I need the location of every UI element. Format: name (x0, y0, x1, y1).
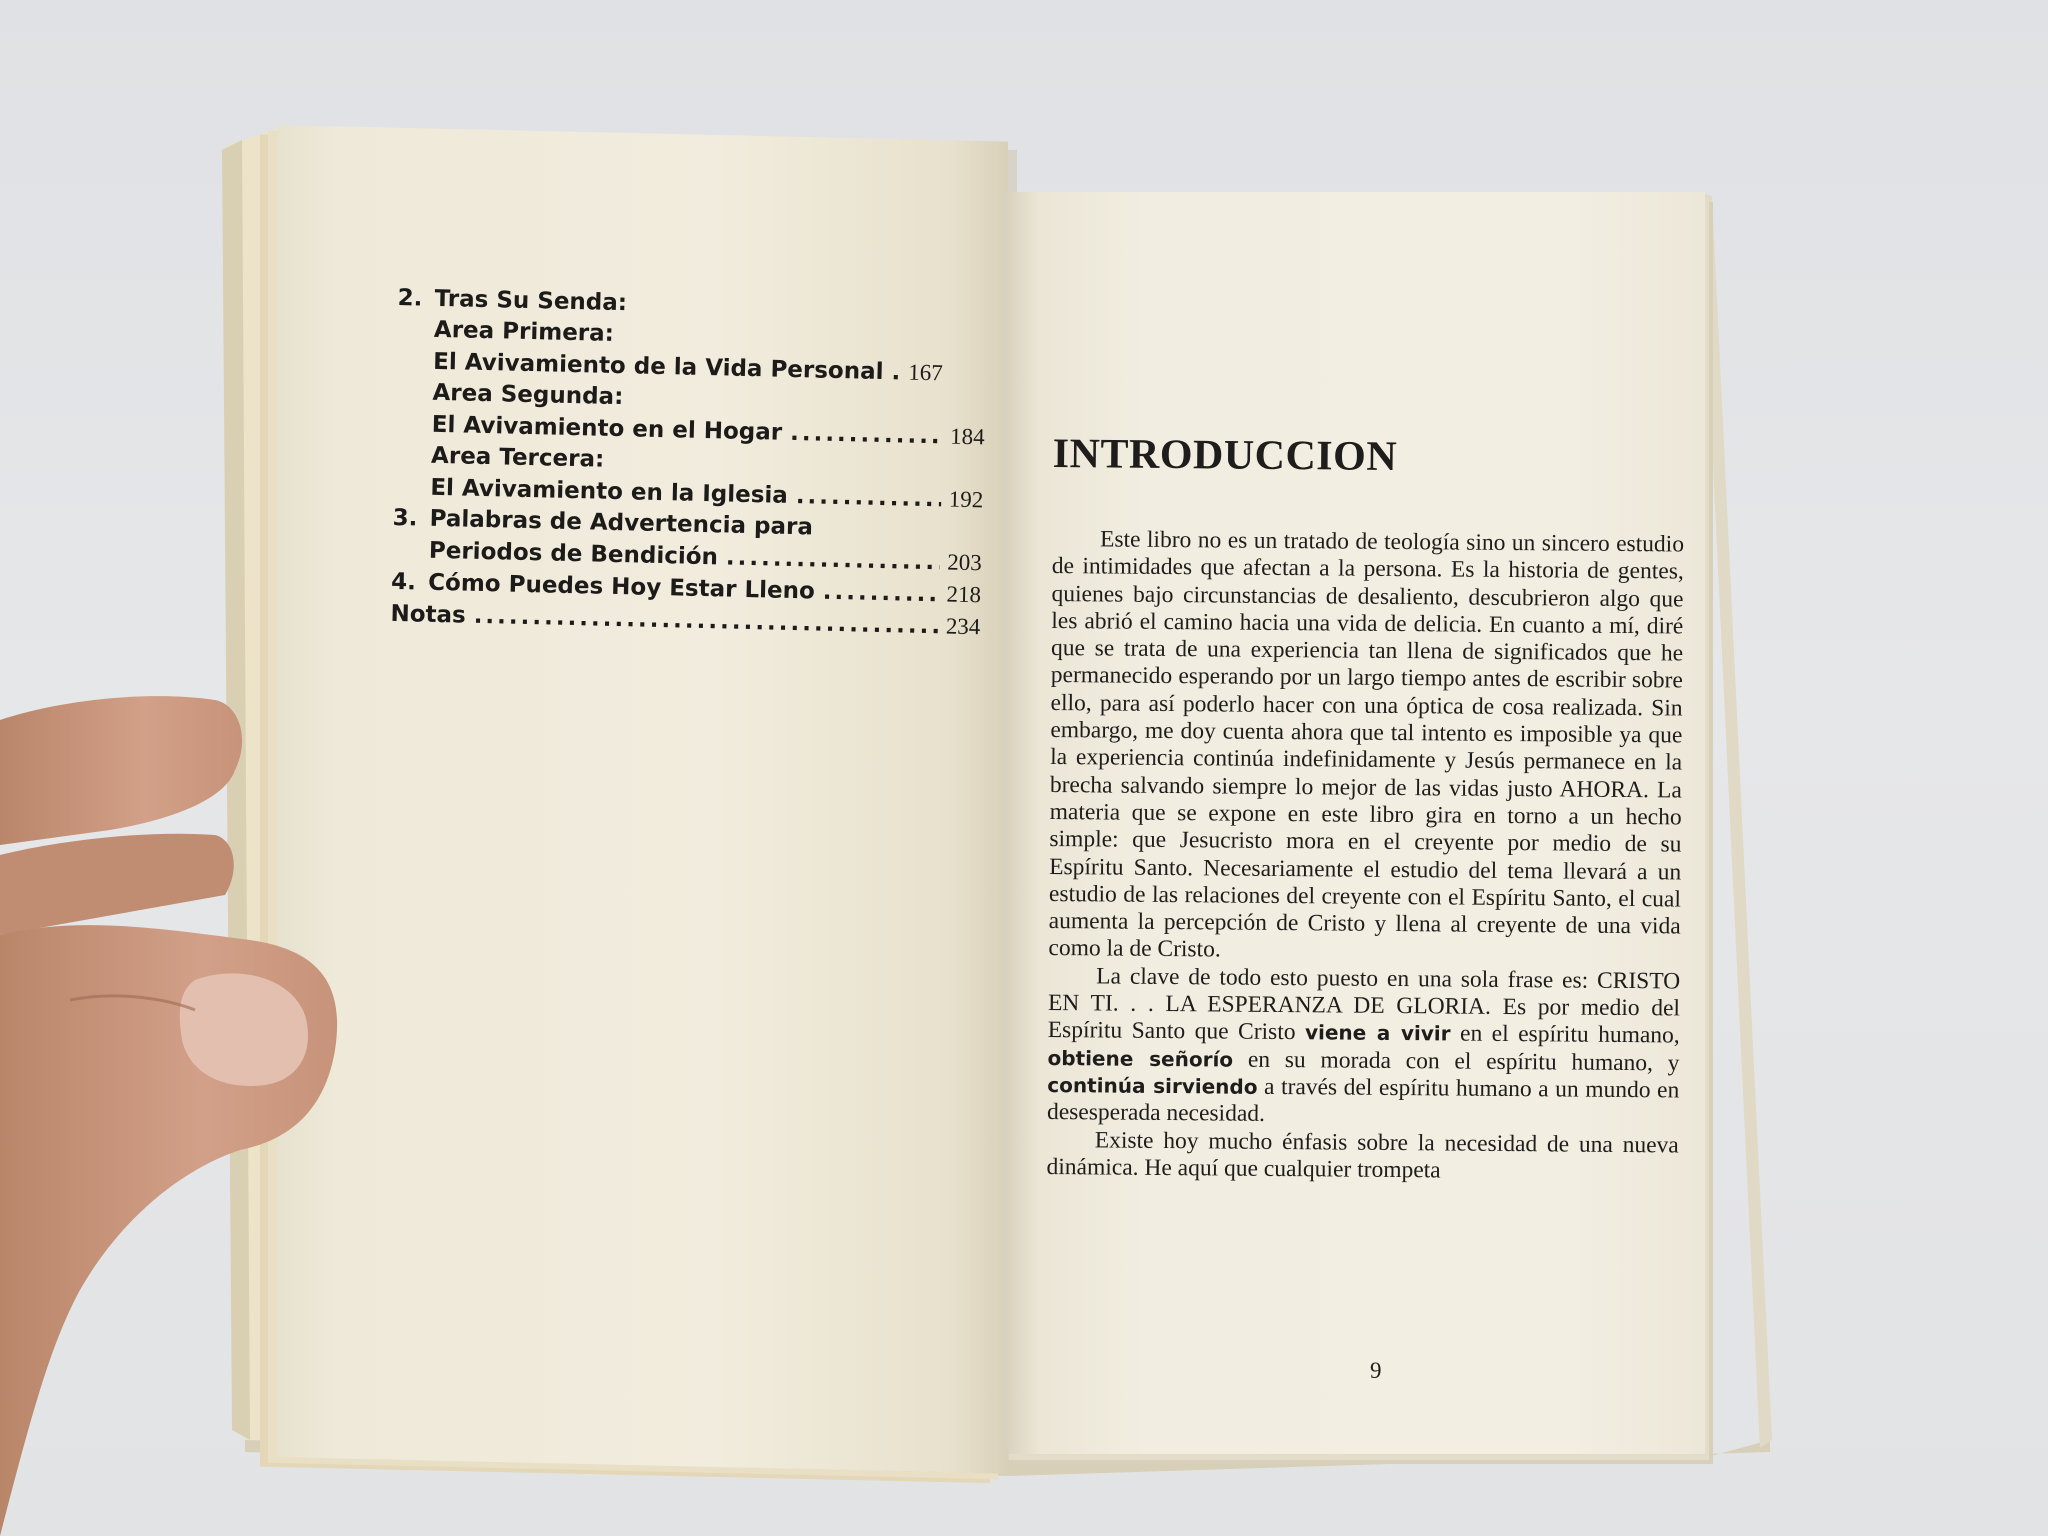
toc-entry: Tras Su Senda: (434, 285, 628, 317)
toc-line: El Avivamiento de la Vida Personal . 167 (396, 345, 987, 390)
toc-number: 4. (390, 568, 417, 596)
bold-phrase: viene a vivir (1304, 1020, 1451, 1046)
chapter-title: INTRODUCCION (1052, 430, 1398, 481)
toc-number: 3. (392, 504, 418, 532)
toc-entry: Area Segunda: (432, 379, 624, 411)
toc-entry: Notas (390, 600, 467, 629)
page-number: 9 (1370, 1358, 1382, 1383)
toc-entry: Periodos de Bendición (428, 537, 719, 571)
paragraph: Este libro no es un tratado de teología sino un sincero estudio de intimidades que afectan a la persona. Es la historia de gentes, quienes bajo circunstancias de desaliento, descubrieron algo que les abrió el camino hacia una vida de delicia. En cuanto a mí, diré que se trata de una experiencia tan llena de significados que he permanecido esperando por un largo tiempo antes de escribir sobre ello, para así poderlo hacer con una óptica de cosa realizada. Sin embargo, me doy cuenta ahora que tal intento es imposible ya que la experiencia continúa indefinidamente y Jesús permanece en la brecha salvando siempre lo mejor de las vidas justo AHORA. La materia que se expone en este libro gira en torno a un hecho simple: que Jesucristo mora en el creyente por medio de su Espíritu Santo. Necesariamente el estudio del tema llevará a un estudio de las relaciones del creyente con el Espíritu Santo, el cual aumenta la percepción de Cristo y llena al creyente de una vida como la de Cristo. (1048, 526, 1685, 963)
toc-page: 167 (907, 359, 944, 386)
text-run: en el espíritu humano, (1450, 1020, 1680, 1049)
paragraph: Existe hoy mucho énfasis sobre la necesidad de una nueva dinámica. He aquí que cualquier trompeta (1046, 1126, 1679, 1184)
toc-page: 203 (947, 549, 983, 576)
toc-page: 218 (946, 581, 982, 608)
toc-entry: El Avivamiento en la Iglesia (430, 474, 789, 509)
toc-entry: Cómo Puedes Hoy Estar Lleno (427, 569, 816, 605)
bold-phrase: continúa sirviendo (1047, 1072, 1258, 1099)
toc-entry: Area Primera: (433, 316, 615, 347)
toc-page: 234 (945, 613, 981, 640)
text-run: en su morada con el espíritu humano, y (1233, 1046, 1680, 1077)
toc-page: 184 (949, 423, 985, 450)
toc-number: 2. (397, 284, 423, 312)
text-run: a través del espíritu humano a un mundo en desesperada necesidad. (1046, 1073, 1680, 1128)
bold-phrase: obtiene señorío (1047, 1045, 1234, 1072)
toc-entry: Area Tercera: (430, 442, 605, 473)
toc-entry: El Avivamiento de la Vida Personal (432, 348, 884, 386)
toc-entry: El Avivamiento en el Hogar (431, 411, 783, 446)
text-run: La clave de todo esto puesto en una sola frase es: CRISTO EN TI. . . LA ESPERANZA DE GLORIA. Es por medio del Espíritu Santo que Cristo (1047, 963, 1681, 1046)
toc-page: 192 (948, 486, 984, 513)
toc-entry: Palabras de Advertencia para (429, 505, 814, 541)
